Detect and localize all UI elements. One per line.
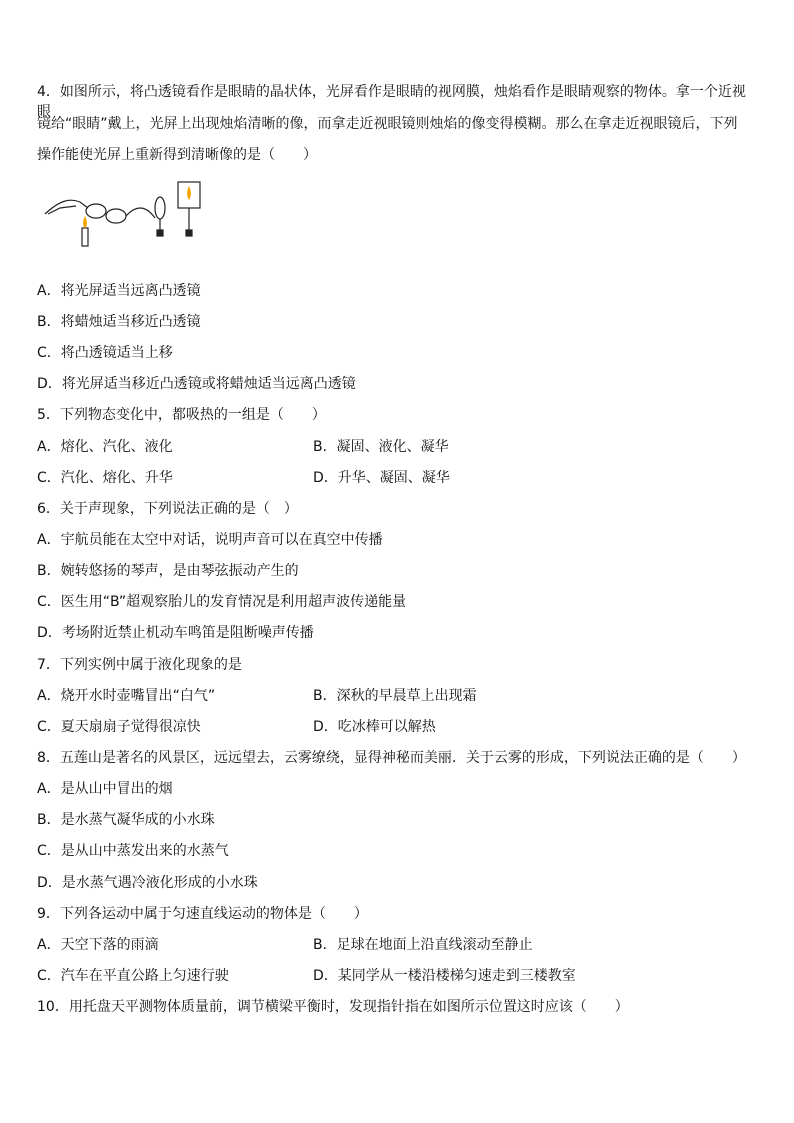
q5-stem: 5．下列物态变化中，都吸热的一组是（ ） [37, 407, 326, 423]
q4-stem-line-2: 镜给“眼睛”戴上，光屏上出现烛焰清晰的像，而拿走近视眼镜则烛焰的像变得模糊。那么在拿走近视眼镜后，下列 [37, 116, 738, 132]
glasses-lens-left [86, 204, 106, 218]
q8-option-a: A．是从山中冒出的烟 [37, 781, 173, 797]
q6-option-c: C．医生用“B”超观察胎儿的发育情况是利用超声波传递能量 [37, 594, 407, 610]
candle-flame [83, 216, 87, 228]
q6-stem: 6．关于声现象，下列说法正确的是（ ） [37, 501, 298, 517]
q7-stem: 7．下列实例中属于液化现象的是 [37, 657, 242, 673]
q6-option-d: D．考场附近禁止机动车鸣笛是阻断噪声传播 [37, 625, 314, 641]
q9-option-c: C．汽车在平直公路上匀速行驶 [37, 968, 229, 984]
q6-option-a: A．宇航员能在太空中对话，说明声音可以在真空中传播 [37, 532, 383, 548]
q8-option-b: B．是水蒸气凝华成的小水珠 [37, 812, 215, 828]
q8-stem: 8．五莲山是著名的风景区，远远望去，云雾缭绕，显得神秘而美丽．关于云雾的形成，下列说法正确的是（ ） [37, 750, 746, 766]
glasses-lens-right [106, 209, 126, 223]
convex-lens [155, 197, 165, 219]
q5-option-b: B．凝固、液化、凝华 [313, 439, 449, 455]
q7-option-c: C．夏天扇扇子觉得很凉快 [37, 719, 201, 735]
q8-option-c: C．是从山中蒸发出来的水蒸气 [37, 843, 229, 859]
q9-option-b: B．足球在地面上沿直线滚动至静止 [313, 937, 533, 953]
candle [82, 228, 88, 246]
q4-option-a: A．将光屏适当远离凸透镜 [37, 283, 201, 299]
q7-option-a: A．烧开水时壶嘴冒出“白气” [37, 688, 216, 704]
flame-image [187, 186, 191, 200]
q6-option-b: B．婉转悠扬的琴声，是由琴弦振动产生的 [37, 563, 299, 579]
q5-option-a: A．熔化、汽化、液化 [37, 439, 173, 455]
q8-option-d: D．是水蒸气遇冷液化形成的小水珠 [37, 875, 258, 891]
q4-stem-line-3: 操作能使光屏上重新得到清晰像的是（ ） [37, 147, 317, 163]
q7-option-d: D．吃冰棒可以解热 [313, 719, 436, 735]
lens-experiment-icon [40, 178, 220, 248]
q5-option-c: C．汽化、熔化、升华 [37, 470, 173, 486]
q4-option-c: C．将凸透镜适当上移 [37, 345, 173, 361]
q9-stem: 9．下列各运动中属于匀速直线运动的物体是（ ） [37, 906, 368, 922]
q9-option-a: A．天空下落的雨滴 [37, 937, 159, 953]
q4-stem-line-1: 4．如图所示，将凸透镜看作是眼睛的晶状体，光屏看作是眼睛的视网膜，烛焰看作是眼睛观察的物体。拿一个近视眼 [37, 84, 746, 120]
q7-option-b: B．深秋的早晨草上出现霜 [313, 688, 477, 704]
q4-option-d: D．将光屏适当移近凸透镜或将蜡烛适当远离凸透镜 [37, 376, 356, 392]
q5-option-d: D．升华、凝固、凝华 [313, 470, 450, 486]
q4-option-b: B．将蜡烛适当移近凸透镜 [37, 314, 201, 330]
q9-option-d: D．某同学从一楼沿楼梯匀速走到三楼教室 [313, 968, 576, 984]
q10-stem: 10．用托盘天平测物体质量前，调节横梁平衡时，发现指针指在如图所示位置这时应该（ ） [37, 999, 629, 1015]
